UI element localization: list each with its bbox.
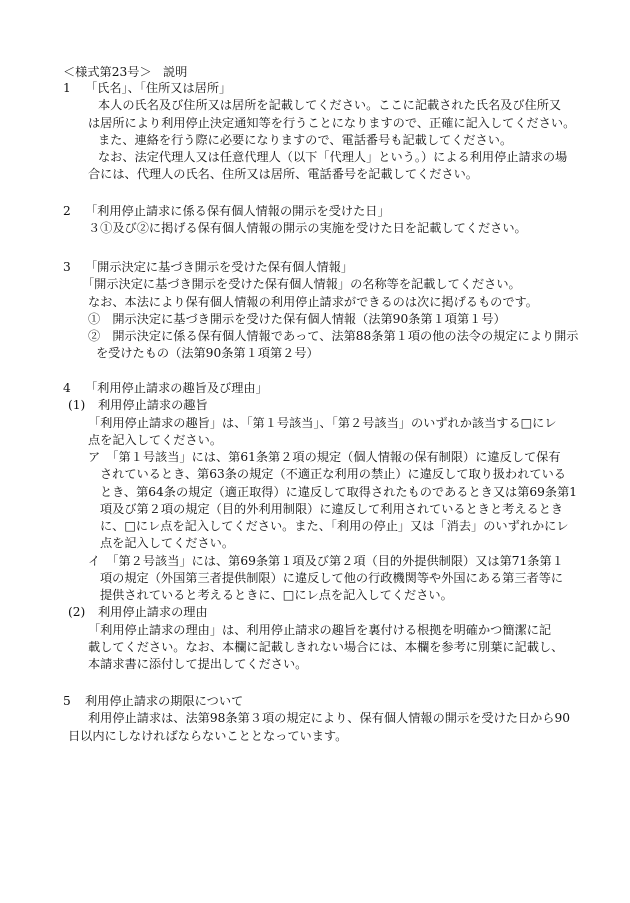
list-item-continuation: を受けたもの（法第90条第１項第２号） [96,346,319,361]
paragraph-line: 利用停止請求は、法第98条第３項の規定により、保有個人情報の開示を受けた日から90 [88,711,570,726]
form-title: 説明 [163,65,188,79]
section-number: 2 [63,204,71,218]
paragraph-line: 点を記入してください。 [88,432,223,447]
paragraph-line: 「利用停止請求の趣旨」は、「第１号該当」、「第２号該当」のいずれか該当する□にレ [88,415,557,430]
paragraph-line: また、連絡を行う際に必要になりますので、電話番号も記載してください。 [98,132,513,147]
list-item-continuation: 点を記入してください。 [100,536,235,551]
paragraph-line: 本人の氏名及び住所又は居所を記載してください。ここに記載された氏名及び住所又 [98,98,562,113]
list-item-continuation: 項及び第２項の規定（目的外利用制限）に違反して利用されているときと考えるとき [100,501,564,516]
section-heading: 「開示決定に基づき開示を受けた保有個人情報」 [85,260,354,274]
section-1 [0,80,630,184]
paragraph-line: 「利用停止請求の理由」は、利用停止請求の趣旨を裏付ける根拠を明確かつ簡潔に記 [88,622,552,637]
paragraph-line: 日以内にしなければならないこととなっています。 [68,728,348,743]
list-item: ア 「第１号該当」には、第61条第２項の規定（個人情報の保有制限）に違反して保有 [88,450,561,464]
paragraph-line: 合には、代理人の氏名、住所又は居所、電話番号を記載してください。 [88,167,478,182]
paragraph-line: 載してください。なお、本欄に記載しきれない場合には、本欄を参考に別葉に記載し、 [88,639,564,654]
subsection-number: (2) [68,605,86,620]
form-label: ＜様式第23号＞ [63,65,152,79]
section-5 [0,693,630,745]
section-heading: 「氏名」、「住所又は居所」 [85,81,232,95]
list-item: ② 開示決定に係る保有個人情報であって、法第88条第１項の他の法令の規定により開示 [88,329,579,343]
section-4 [0,380,630,673]
form-header [0,64,630,81]
section-number: 4 [63,381,71,395]
paragraph-line: は居所により利用停止決定通知等を行うことになりますので、正確に記入してください。 [88,115,576,130]
list-item-continuation: とき、第64条の規定（適正取得）に違反して取得されたものであるとき又は第69条第1 [100,484,578,499]
subsection-heading: 利用停止請求の理由 [98,605,208,620]
list-item: ① 開示決定に基づき開示を受けた保有個人情報（法第90条第１項第１号） [88,311,506,326]
section-2 [0,203,630,238]
paragraph-line: ３①及び②に掲げる保有個人情報の開示の実施を受けた日を記載してください。 [88,221,527,236]
paragraph-line: なお、本法により保有個人情報の利用停止請求ができるのは次に掲げるものです。 [88,294,538,309]
paragraph-line: なお、法定代理人又は任意代理人（以下「代理人」という。）による利用停止請求の場 [98,150,568,164]
section-heading: 「利用停止請求に係る保有個人情報の開示を受けた日」 [85,204,390,218]
paragraph-line: 本請求書に添付して提出してください。 [88,657,308,671]
section-heading: 利用停止請求の期限について [85,694,244,708]
list-item-continuation: されているとき、第63条の規定（不適正な利用の禁止）に違反して取り扱われている [100,467,566,482]
list-item-continuation: 項の規定（外国第三者提供制限）に違反して他の行政機関等や外国にある第三者等に [100,570,564,585]
list-item: イ 「第２号該当」には、第69条第１項及び第２項（目的外提供制限）又は第71条第１ [88,553,564,568]
section-number: 1 [63,81,71,95]
section-number: 5 [63,694,71,708]
subsection-heading: 利用停止請求の趣旨 [98,398,208,413]
section-heading: 「利用停止請求の趣旨及び理由」 [85,381,268,395]
section-3 [0,259,630,363]
subsection-number: (1) [68,398,86,413]
list-item-continuation: 提供されていると考えるときに、□にレ点を記入してください。 [100,588,453,602]
paragraph-line: 「開示決定に基づき開示を受けた保有個人情報」の名称等を記載してください。 [82,277,521,292]
section-number: 3 [63,260,71,274]
list-item-continuation: に、□にレ点を記入してください。また、「利用の停止」又は「消去」のいずれかにレ [100,519,569,533]
